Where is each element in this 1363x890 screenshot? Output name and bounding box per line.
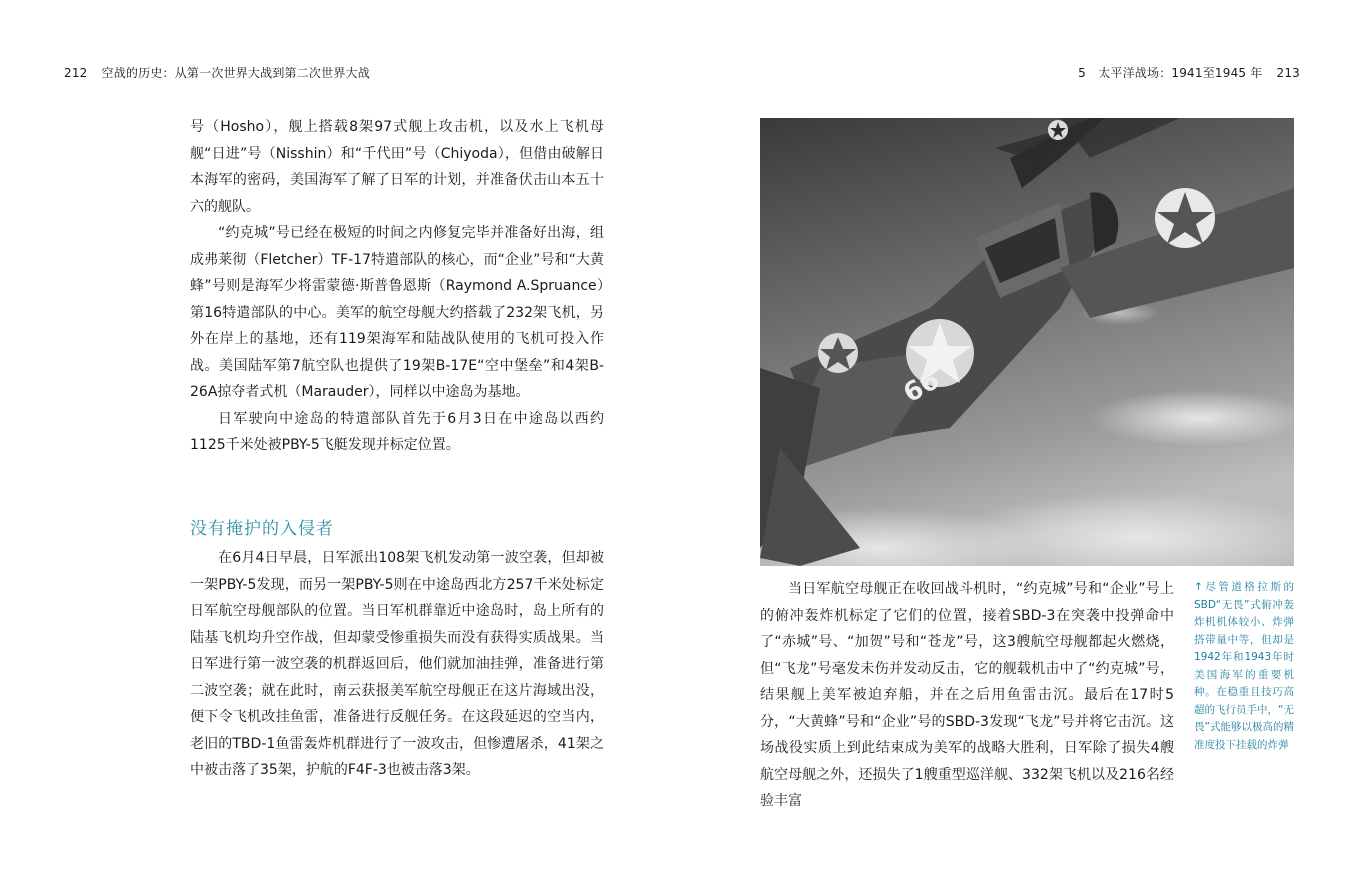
book-title: 空战的历史：从第一次世界大战到第二次世界大战 xyxy=(101,66,370,80)
right-running-header xyxy=(1078,64,1300,81)
paragraph: 在6月4日早晨，日军派出108架飞机发动第一波空袭，但却被一架PBY-5发现，而另一架PBY-5则在中途岛西北方257千米处标定日军航空母舰部队的位置。当日军机群靠近中途岛时，岛上所有的陆基飞机均升空作战，但却蒙受惨重损失而没有获得实质战果。当日军进行第一波空袭的机群返回后，他们就加油挂弹，准备进行第二波空袭；就在此时，南云获报美军航空母舰正在这片海域出没，便下令飞机改挂鱼雷，准备进行反舰任务。在这段延迟的空当内，老旧的TBD-1鱼雷轰炸机群进行了一波攻击，但惨遭屠杀，41架之中被击落了35架，护航的F4F-3也被击落3架。 xyxy=(190,550,604,778)
left-page-number: 212 xyxy=(64,66,88,80)
section-heading: 没有掩护的入侵者 xyxy=(190,519,334,539)
paragraph: 号（Hosho），舰上搭载8架97式舰上攻击机，以及水上飞机母舰“日进”号（Nisshin）和“千代田”号（Chiyoda），但借由破解日本海军的密码，美国海军了解了日军的计划，并准备伏击山本五十六的舰队。 xyxy=(190,119,604,215)
dive-bomber-photo xyxy=(760,118,1294,566)
right-page-number: 213 xyxy=(1276,66,1300,80)
right-body-text xyxy=(760,576,1174,815)
paragraph: 当日军航空母舰正在收回战斗机时，“约克城”号和“企业”号上的俯冲轰炸机标定了它们的位置，接着SBD-3在突袭中投弹命中了“赤城”号、“加贺”号和“苍龙”号，这3艘航空母舰都起火燃烧，但“飞龙”号毫发未伤并发动反击，它的舰载机击中了“约克城”号，结果舰上美军被迫弃船，并在之后用鱼雷击沉。最后在17时5分，“大黄蜂”号和“企业”号的SBD-3发现“飞龙”号并将它击沉。这场战役实质上到此结束成为美军的战略大胜利，日军除了损失4艘航空母舰之外，还损失了1艘重型巡洋舰、332架飞机以及216名经验丰富 xyxy=(760,581,1174,809)
left-running-header xyxy=(64,64,370,81)
left-body-text xyxy=(190,114,604,459)
chapter-title: 5 太平洋战场：1941至1945 年 xyxy=(1078,66,1263,80)
paragraph: 日军驶向中途岛的特遣部队首先于6月3日在中途岛以西约1125千米处被PBY-5飞艇发现并标定位置。 xyxy=(190,410,604,453)
photo-caption: ↑尽管道格拉斯的SBD“无畏”式俯冲轰炸机机体较小、炸弹搭带量中等，但却是1942年和1943年时美国海军的重要机种。在稳重且技巧高超的飞行员手中，“无畏”式能够以极高的精准度投下挂载的炸弹 xyxy=(1194,581,1294,751)
left-body-text-section xyxy=(190,545,604,784)
aircraft-number: 66 xyxy=(898,364,945,410)
paragraph: “约克城”号已经在极短的时间之内修复完毕并准备好出海，组成弗莱彻（Fletcher）TF-17特遣部队的核心，而“企业”号和“大黄蜂”号则是海军少将雷蒙德·斯普鲁恩斯（Raymond A.Spruance）第16特遣部队的中心。美军的航空母舰大约搭载了232架飞机，另外在岸上的基地，还有119架海军和陆战队使用的飞机可投入作战。美国陆军第7航空队也提供了19架B-17E“空中堡垒”和4架B-26A掠夺者式机（Marauder），同样以中途岛为基地。 xyxy=(190,225,604,400)
